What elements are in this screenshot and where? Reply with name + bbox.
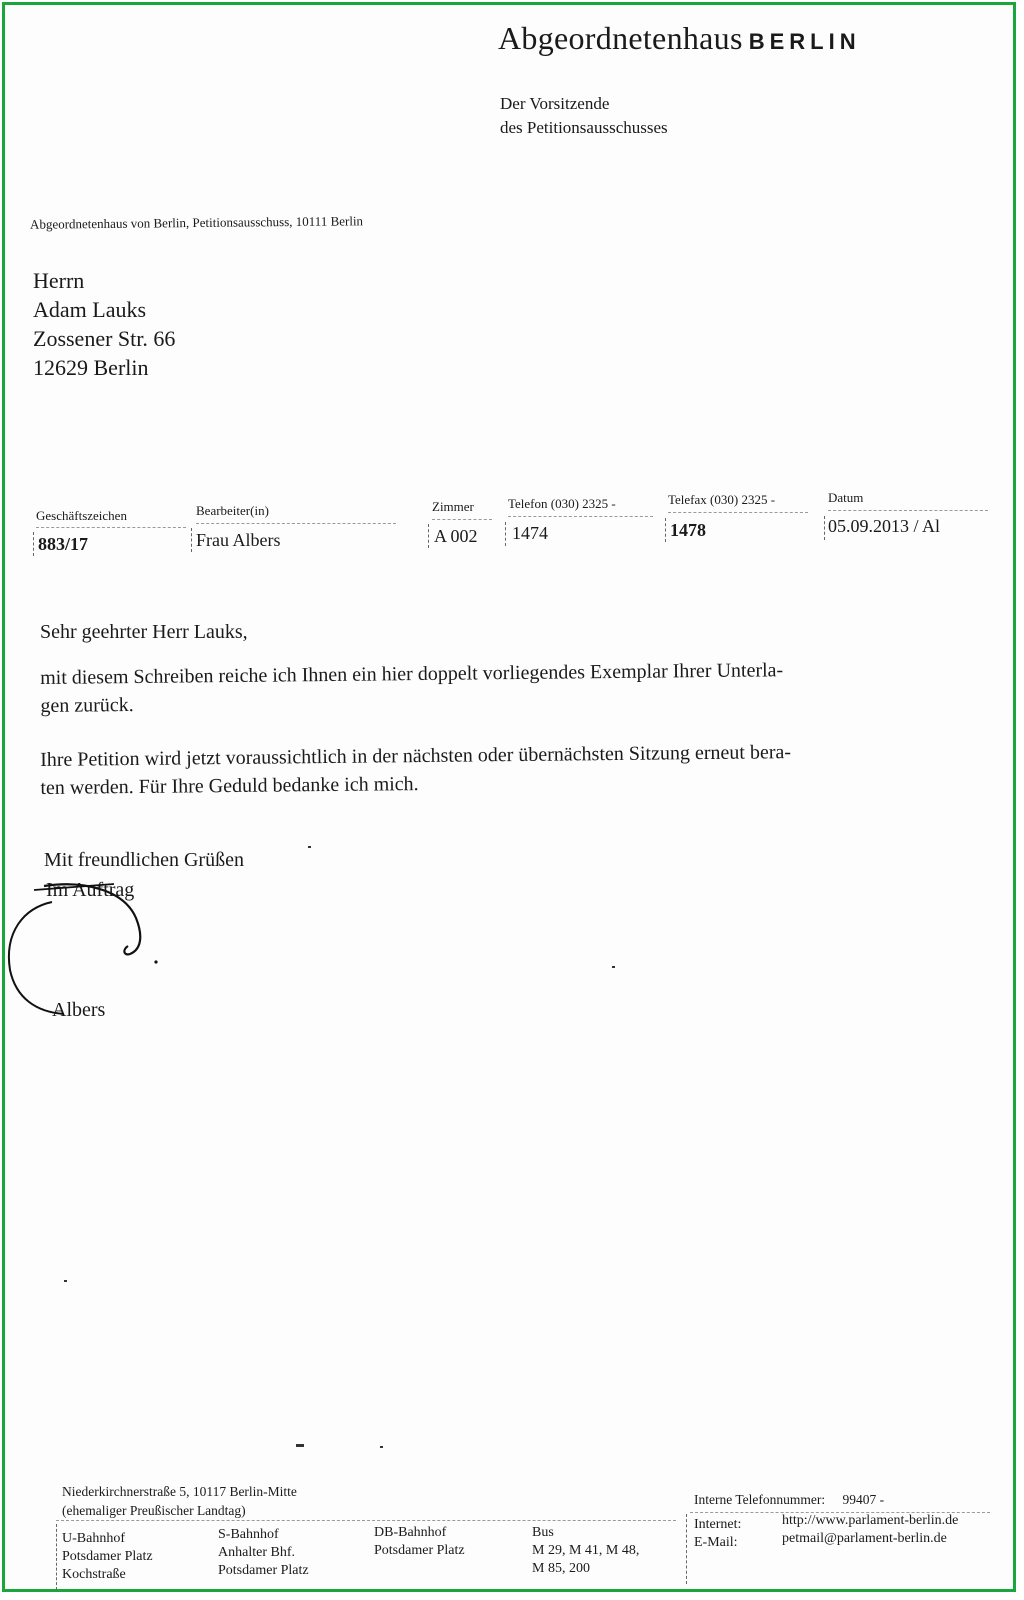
recipient-city: 12629 Berlin bbox=[33, 355, 149, 380]
ref-sep-1 bbox=[33, 532, 34, 556]
contact-labels bbox=[694, 1516, 741, 1552]
ref-sep-5 bbox=[665, 518, 666, 542]
scan-speck bbox=[612, 966, 615, 968]
email-label: E-Mail: bbox=[694, 1535, 738, 1550]
ref-sep-2 bbox=[191, 528, 192, 552]
room-value: A 002 bbox=[434, 526, 478, 546]
phone-value: 1474 bbox=[512, 523, 548, 543]
footer-rule-left bbox=[56, 1520, 676, 1521]
ref-rule-4 bbox=[508, 516, 653, 517]
phone-label: Telefon (030) 2325 - bbox=[508, 496, 616, 511]
department-line-1: Der Vorsitzende bbox=[500, 94, 610, 113]
paragraph-1-line-2: gen zurück. bbox=[40, 694, 134, 717]
recipient-name: Adam Lauks bbox=[33, 297, 147, 322]
db-line-1: Potsdamer Platz bbox=[374, 1543, 465, 1558]
scan-speck bbox=[308, 846, 311, 848]
db-info bbox=[374, 1524, 465, 1560]
date-value: 05.09.2013 / Al bbox=[828, 516, 941, 536]
paragraph-1 bbox=[40, 656, 784, 720]
ref-rule-2 bbox=[196, 523, 396, 524]
contact-values bbox=[782, 1512, 958, 1548]
recipient-street: Zossener Str. 66 bbox=[33, 326, 176, 351]
date-label: Datum bbox=[828, 490, 864, 505]
footer-sep-1 bbox=[56, 1524, 57, 1590]
closing: Mit freundlichen Grüßen bbox=[44, 849, 244, 871]
sender-return-line: Abgeordnetenhaus von Berlin, Petitionsausschuss, 10111 Berlin bbox=[29, 213, 364, 232]
ref-rule-5 bbox=[668, 512, 808, 513]
room-label: Zimmer bbox=[432, 499, 474, 514]
clerk-label: Bearbeiter(in) bbox=[196, 503, 269, 518]
ref-rule-3 bbox=[432, 519, 492, 520]
institution-name: Abgeordnetenhaus bbox=[498, 20, 743, 56]
file-no-label: Geschäftszeichen bbox=[36, 508, 127, 523]
scan-speck bbox=[64, 1280, 67, 1282]
clerk-value: Frau Albers bbox=[196, 530, 281, 550]
recipient-salutation: Herrn bbox=[33, 268, 85, 293]
ubahn-info bbox=[62, 1530, 153, 1584]
footer-address-street: Niederkirchnerstraße 5, 10117 Berlin-Mitte bbox=[62, 1484, 297, 1499]
paragraph-1-line-1: mit diesem Schreiben reiche ich Ihnen ein hier doppelt vorliegendes Exemplar Ihrer Unterla- bbox=[40, 659, 784, 689]
greeting: Sehr geehrter Herr Lauks, bbox=[40, 621, 248, 643]
scan-speck bbox=[380, 1446, 383, 1448]
internal-phone-value: 99407 - bbox=[842, 1492, 885, 1507]
db-title: DB-Bahnhof bbox=[374, 1525, 447, 1540]
sbahn-line-2: Potsdamer Platz bbox=[218, 1563, 309, 1578]
ref-rule-6 bbox=[828, 510, 988, 511]
ubahn-line-1: Potsdamer Platz bbox=[62, 1549, 153, 1564]
internal-phone bbox=[694, 1490, 884, 1509]
ubahn-title: U-Bahnhof bbox=[62, 1531, 125, 1546]
paragraph-2-line-1: Ihre Petition wird jetzt voraussichtlich in der nächsten oder übernächsten Sitzung erneut bera- bbox=[40, 741, 792, 771]
fax-label: Telefax (030) 2325 - bbox=[668, 492, 776, 507]
sbahn-title: S-Bahnhof bbox=[218, 1527, 279, 1542]
letterhead-title bbox=[498, 20, 861, 57]
scan-speck bbox=[296, 1444, 304, 1447]
handwritten-signature bbox=[4, 880, 164, 1030]
ref-rule-1 bbox=[36, 527, 186, 528]
bus-line-2: M 85, 200 bbox=[532, 1561, 590, 1576]
footer-address bbox=[62, 1482, 297, 1520]
file-no-value: 883/17 bbox=[38, 534, 89, 554]
sbahn-info bbox=[218, 1526, 309, 1580]
bus-line-1: M 29, M 41, M 48, bbox=[532, 1543, 640, 1558]
city-name: BERLIN bbox=[748, 29, 861, 54]
paragraph-2 bbox=[40, 738, 791, 802]
internet-label: Internet: bbox=[694, 1517, 742, 1532]
ubahn-line-2: Kochstraße bbox=[62, 1567, 126, 1582]
ref-sep-4 bbox=[505, 522, 506, 546]
ref-sep-3 bbox=[428, 524, 429, 548]
sbahn-line-1: Anhalter Bhf. bbox=[218, 1545, 295, 1560]
footer-sep-2 bbox=[686, 1514, 687, 1584]
footer-address-note: (ehemaliger Preußischer Landtag) bbox=[62, 1503, 246, 1518]
on-behalf: Im Auftrag bbox=[46, 879, 135, 901]
email-value: petmail@parlament-berlin.de bbox=[782, 1531, 947, 1546]
department bbox=[500, 92, 668, 140]
paragraph-2-line-2: ten werden. Für Ihre Geduld bedanke ich mich. bbox=[40, 773, 419, 799]
department-line-2: des Petitionsausschusses bbox=[500, 118, 668, 137]
ref-sep-6 bbox=[824, 516, 825, 540]
internal-phone-label: Interne Telefonnummer: bbox=[694, 1492, 826, 1507]
internet-value: http://www.parlament-berlin.de bbox=[782, 1513, 959, 1528]
bus-info bbox=[532, 1524, 639, 1578]
signer-name: Albers bbox=[52, 999, 106, 1021]
recipient-address bbox=[33, 266, 175, 382]
fax-value: 1478 bbox=[670, 520, 706, 540]
bus-title: Bus bbox=[532, 1525, 554, 1540]
